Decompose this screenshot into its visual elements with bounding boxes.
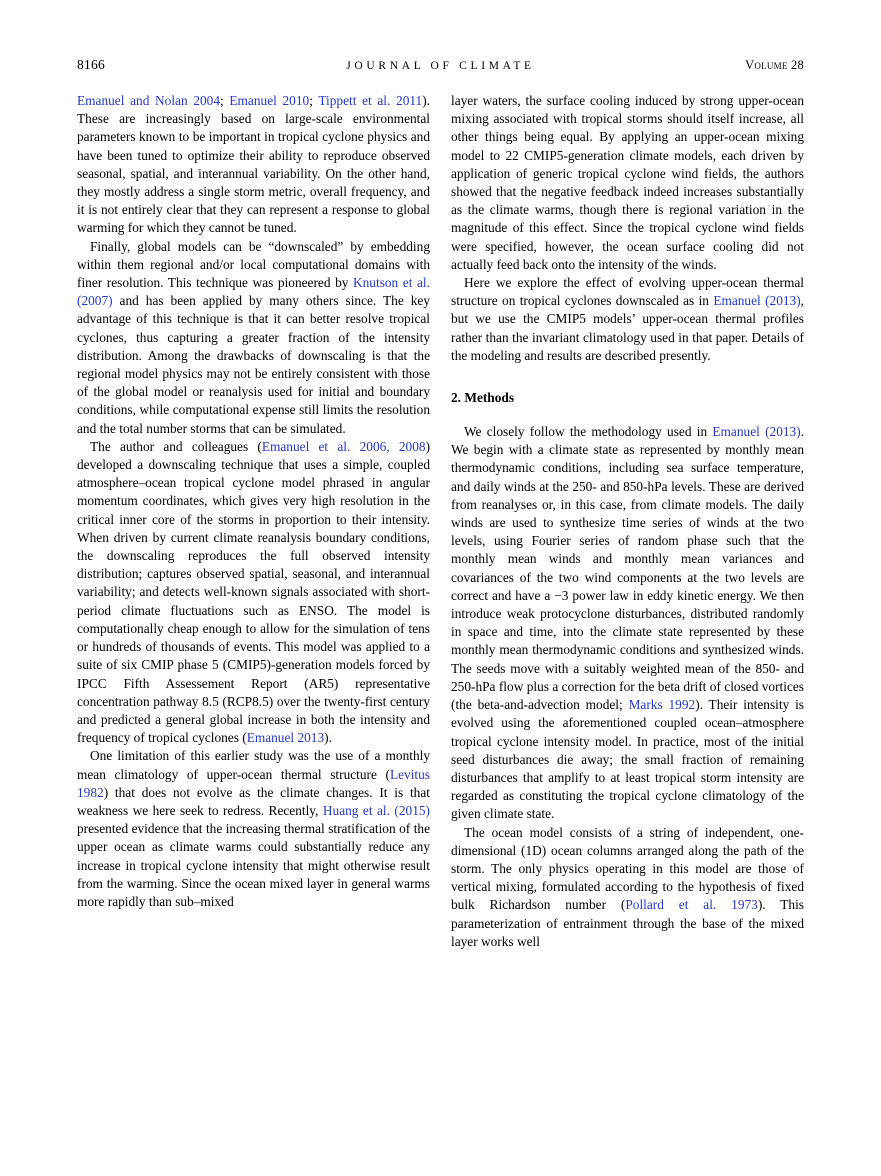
citation-link[interactable]: Knutson et al. (2007)	[77, 275, 430, 309]
paragraph: layer waters, the surface cooling induced by strong upper-ocean mixing associated with tropical storms should itself increase, all other things being equal. By applying an upper-ocean mixing model to 22 CMIP5-generation climate models, each driven by application of generic tropical cyclone wind fields, the authors showed that the negative feedback indeed increases substantially as the climate warms, though there is regional variation in the magnitude of this effect. Since the tropical cyclone wind fields were specified, however, the ocean surface cooling did not actually feed back onto the intensity of the winds.	[451, 93, 804, 272]
citation-link[interactable]: Pollard et al. 1973	[625, 897, 758, 913]
volume-label: Volume 28	[745, 58, 804, 72]
right-column	[451, 92, 804, 951]
paragraph: The ocean model consists of a string of independent, one-dimensional (1D) ocean columns arranged along the path of the storm. The only physics operating in this model are those of vertical mixing, formulated according to the hypothesis of fixed bulk Richardson number (Pollard et al. 1973). This parameterization of entrainment through the base of the mixed layer works well	[451, 824, 804, 949]
citation-link[interactable]: Levitus 1982	[77, 766, 430, 800]
paragraph: Emanuel and Nolan 2004; Emanuel 2010; Tippett et al. 2011). These are increasingly based on large-scale environmental parameters known to be important in tropical cyclone physics and have been tuned to optimize their ability to reproduce observed seasonal, spatial, and interannual variability. On the other hand, they mostly address a single storm metric, overall frequency, and it is not entirely clear that they can represent a response to global warming for which they cannot be tuned.	[77, 93, 431, 236]
citation-link[interactable]: Emanuel et al. 2006, 2008	[261, 438, 426, 454]
citation-link[interactable]: Tippett et al. 2011	[318, 93, 423, 108]
journal-title: JOURNAL OF CLIMATE	[346, 60, 535, 72]
citation-link[interactable]: Emanuel (2013)	[713, 293, 801, 309]
running-head	[77, 57, 804, 73]
left-column	[77, 92, 430, 951]
paragraph: One limitation of this earlier study was the use of a monthly mean climatology of upper-ocean thermal structure (Levitus 1982) that does not evolve as the climate changes. It is that weakness we here seek to redress. Recently, Huang et al. (2015) presented evidence that the increasing thermal stratification of the upper ocean as climate warms could substantially reduce any increase in tropical cyclone intensity that might otherwise result from the warming. Since the ocean mixed layer in general warms more rapidly than sub–mixed	[77, 748, 430, 909]
paragraph: Here we explore the effect of evolving upper-ocean thermal structure on tropical cyclones downscaled as in Emanuel (2013), but we use the CMIP5 models’ upper-ocean thermal profiles rather than the invariant climatology used in that paper. Details of the modeling and results are described presently.	[451, 275, 804, 363]
section-heading: 2. Methods	[451, 390, 515, 406]
citation-link[interactable]: Marks 1992	[628, 697, 696, 713]
citation-link[interactable]: Emanuel 2010	[229, 93, 310, 108]
citation-link[interactable]: Emanuel 2013	[246, 730, 325, 746]
citation-link[interactable]: Huang et al. (2015)	[322, 802, 430, 818]
paragraph: The author and colleagues (Emanuel et al. 2006, 2008) developed a downscaling technique that uses a simple, coupled atmosphere–ocean tropical cyclone model phrased in angular momentum coordinates, which gives very high resolution in the critical inner core of the storms in proportion to their intensity. When driven by current climate reanalysis boundary conditions, the downscaling reproduces the full observed intensity distribution; captures observed spatial, seasonal, and interannual variability; and detects well-known signals associated with short-period climate fluctuations such as ENSO. The model is computationally cheap enough to allow for the simulation of tens or hundreds of thousands of events. This model was applied to a suite of six CMIP phase 5 (CMIP5)-generation models forced by IPCC Fifth Assessement Report (AR5) representative concentration pathway 8.5 (RCP8.5) over the twenty-first century and predicted a general global increase in both the intensity and frequency of tropical cyclones (Emanuel 2013).	[77, 438, 431, 746]
page-number: 8166	[77, 57, 106, 72]
citation-link[interactable]: Emanuel and Nolan 2004	[77, 93, 221, 108]
paragraph: Finally, global models can be “downscaled” by embedding within them regional and/or local computational domains with finer resolution. This technique was pioneered by Knutson et al. (2007) and has been applied by many others since. The key advantage of this technique is that it can better resolve tropical cyclones, thus capturing a greater fraction of the intensity distribution. Among the drawbacks of downscaling is that the regional model physics may not be entirely consistent with those of the global model or reanalysis used for initial and boundary conditions, while computational expense still limits the resolution and the total number storms that can be simulated.	[77, 238, 430, 436]
paragraph: We closely follow the methodology used in Emanuel (2013). We begin with a climate state as represented by monthly mean thermodynamic conditions, including sea surface temperature, and daily winds at the 250- and 850-hPa levels. These are derived from reanalyses or, in this case, from climate models. The daily winds are used to synthesize time series of winds at the two levels, using Fourier series of random phase such that the monthly mean winds and monthly mean variances and covariances of the two wind components at the two levels are correct and have a −3 power law in eddy kinetic energy. We then introduce weak protocyclone disturbances, distributed randomly in space and time, into the climate state represented by these monthly mean thermodynamic conditions and synthesized winds. The seeds move with a suitably weighted mean of the 850- and 250-hPa flow plus a correction for the beta drift of closed vortices (the beta-and-advection model; Marks 1992). Their intensity is evolved using the aforementioned coupled ocean–atmosphere tropical cyclone intensity model. In practice, most of the initial seed disturbances die away; the small fraction of remaining disturbances that amplify to at least tropical storm intensity are regarded as constituting the tropical cyclone climatology of the given climate state.	[451, 424, 805, 822]
citation-link[interactable]: Emanuel (2013)	[712, 424, 801, 440]
two-column-body	[77, 92, 804, 951]
